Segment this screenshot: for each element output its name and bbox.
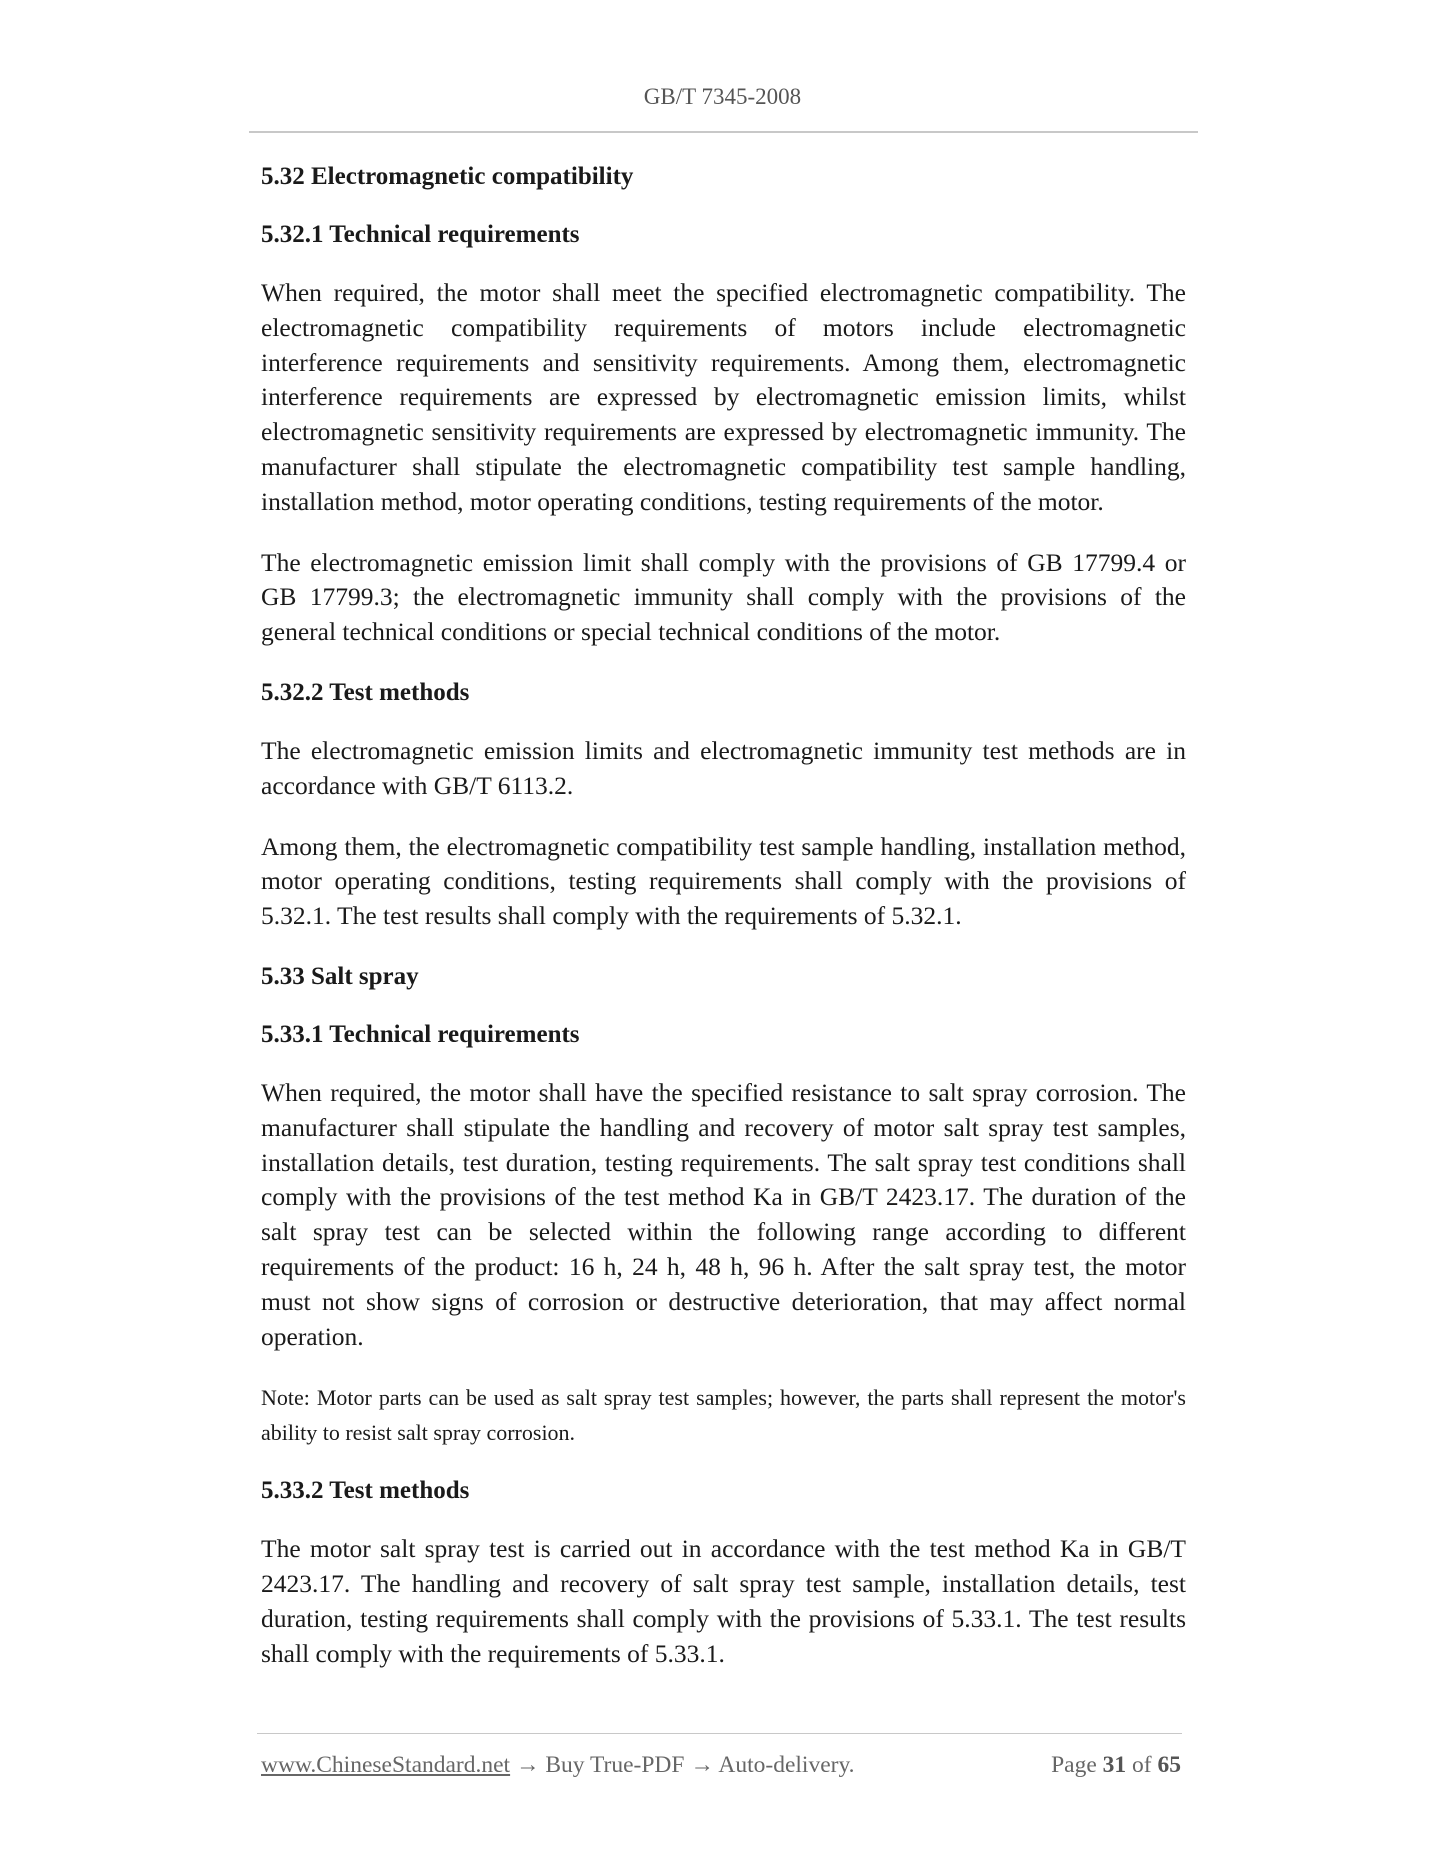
- document-body: [261, 160, 1186, 1698]
- subsection-heading-5-33-2: 5.33.2 Test methods: [261, 1477, 470, 1505]
- paragraph: The electromagnetic emission limits and electromagnetic immunity test methods are in accordance with GB/T 6113.2.: [261, 735, 1186, 800]
- header-divider: [249, 131, 1198, 133]
- current-page-number: 31: [1102, 1752, 1127, 1778]
- page-footer: [261, 1752, 1181, 1779]
- note-paragraph: Note: Motor parts can be used as salt spray test samples; however, the parts shall represent the motor's ability to resist salt spray corrosion.: [261, 1385, 1186, 1446]
- footer-divider: [257, 1733, 1182, 1734]
- subsection-heading-5-32-2: 5.32.2 Test methods: [261, 678, 470, 706]
- page-indicator: [1051, 1752, 1181, 1779]
- subsection-heading-5-32-1: 5.32.1 Technical requirements: [261, 221, 580, 248]
- section-heading-5-33: 5.33 Salt spray: [261, 962, 419, 990]
- footer-tagline: → Buy True-PDF → Auto-delivery.: [510, 1752, 855, 1778]
- total-page-number: 65: [1157, 1752, 1181, 1778]
- page-header-title: GB/T 7345-2008: [643, 84, 802, 109]
- paragraph: When required, the motor shall meet the specified electromagnetic compatibility. The electromagnetic compatibility requirements of motors include electromagnetic interference requirements and sensitivity requirements. Among them, electromagnetic interference requirements are expressed by electromagnetic emission limits, whilst electromagnetic sensitivity requirements are expressed by electromagnetic immunity. The manufacturer shall stipulate the electromagnetic compatibility test sample handling, installation method, motor operating conditions, testing requirements of the motor.: [261, 278, 1186, 516]
- paragraph: Among them, the electromagnetic compatibility test sample handling, installation method, motor operating conditions, testing requirements shall comply with the provisions of 5.32.1. The test results shall comply with the requirements of 5.32.1.: [261, 831, 1186, 931]
- page-of-label: of: [1132, 1752, 1152, 1778]
- page-label: Page: [1051, 1752, 1097, 1778]
- paragraph: The electromagnetic emission limit shall comply with the provisions of GB 17799.4 or GB 17799.3; the electromagnetic immunity shall comply with the provisions of the general technical conditions or special technical conditions of the motor.: [261, 547, 1186, 647]
- section-heading-5-32: 5.32 Electromagnetic compatibility: [261, 163, 634, 190]
- website-link[interactable]: www.ChineseStandard.net: [261, 1752, 511, 1778]
- paragraph: When required, the motor shall have the specified resistance to salt spray corrosion. The manufacturer shall stipulate the handling and recovery of motor salt spray test samples, installation details, test duration, testing requirements. The salt spray test conditions shall comply with the provisions of the test method Ka in GB/T 2423.17. The duration of the salt spray test can be selected within the following range according to different requirements of the product: 16 h, 24 h, 48 h, 96 h. After the salt spray test, the motor must not show signs of corrosion or destructive deterioration, that may affect normal operation.: [261, 1077, 1186, 1351]
- subsection-heading-5-33-1: 5.33.1 Technical requirements: [261, 1020, 580, 1048]
- paragraph: The motor salt spray test is carried out in accordance with the test method Ka in GB/T 2423.17. The handling and recovery of salt spray test sample, installation details, test duration, testing requirements shall comply with the provisions of 5.33.1. The test results shall comply with the requirements of 5.33.1.: [261, 1534, 1186, 1668]
- footer-left: [261, 1752, 855, 1779]
